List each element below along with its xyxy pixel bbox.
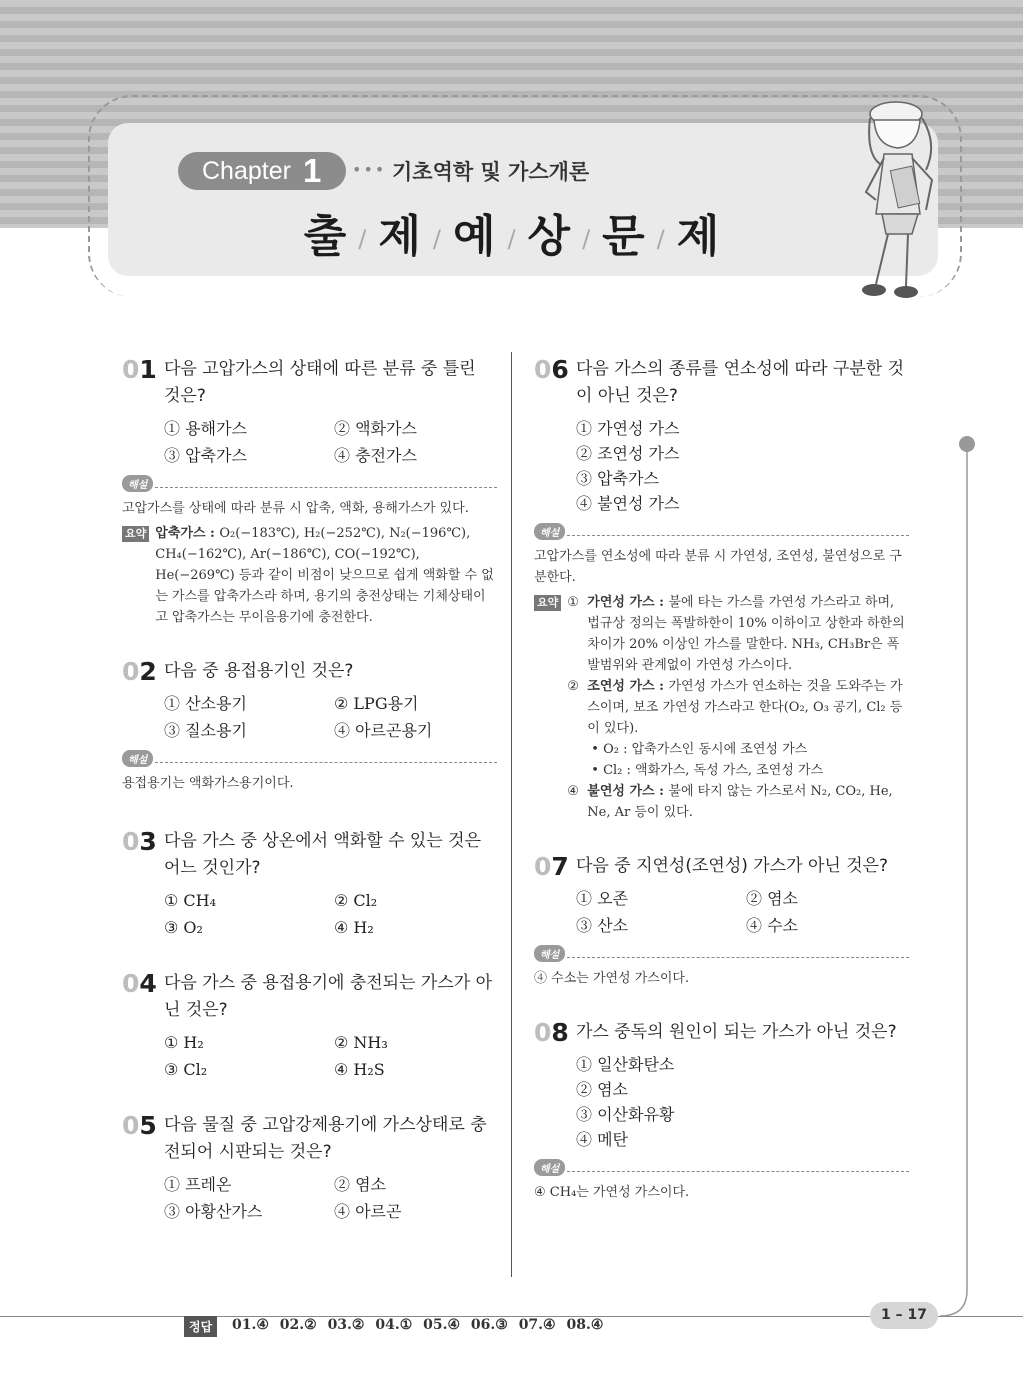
question-text: 다음 중 지연성(조연성) 가스가 아닌 것은? <box>576 856 889 876</box>
option-4[interactable]: ④ 아르곤 <box>334 1202 402 1221</box>
option-1[interactable]: ① 산소용기 <box>164 694 247 713</box>
option-3[interactable]: ③ 질소용기 <box>164 721 247 740</box>
explanation-header <box>534 944 909 962</box>
question-number: 03 <box>122 827 157 856</box>
option-2[interactable]: ② Cl₂ <box>334 891 378 910</box>
question-04 <box>122 970 497 1082</box>
option-1[interactable]: ① H₂ <box>164 1033 204 1052</box>
page-number: 1 – 17 <box>870 1302 938 1329</box>
option-2[interactable]: ② 염소 <box>576 1080 628 1099</box>
explanation-text: 고압가스를 상태에 따라 분류 시 압축, 액화, 용해가스가 있다. <box>122 501 469 516</box>
option-2[interactable]: ② 염소 <box>746 889 798 908</box>
question-03 <box>122 828 497 940</box>
explanation-header <box>122 749 497 767</box>
explanation-text: ④ 수소는 가연성 가스이다. <box>534 971 690 986</box>
question-text: 다음 고압가스의 상태에 따른 분류 중 틀린 것은? <box>164 359 476 406</box>
option-4[interactable]: ④ 메탄 <box>576 1130 628 1149</box>
option-4[interactable]: ④ 불연성 가스 <box>576 494 680 513</box>
chapter-number: 1 <box>302 152 322 189</box>
title-char: 문 <box>602 211 645 262</box>
question-06 <box>534 356 909 823</box>
question-text: 다음 가스의 종류를 연소성에 따라 구분한 것이 아닌 것은? <box>576 359 905 406</box>
title-char: 제 <box>676 211 720 262</box>
question-text: 다음 물질 중 고압강제용기에 가스상태로 충전되어 시판되는 것은? <box>164 1115 487 1162</box>
summary-title: 압축가스 : <box>155 526 220 541</box>
question-text: 가스 중독의 원인이 되는 가스가 아닌 것은? <box>576 1022 897 1042</box>
summary-title: 가연성 가스 : <box>587 595 669 610</box>
option-4[interactable]: ④ H₂S <box>334 1060 385 1079</box>
option-2[interactable]: ② LPG용기 <box>334 694 419 713</box>
summary-title: 불연성 가스 : <box>587 784 669 799</box>
option-4[interactable]: ④ 수소 <box>746 916 798 935</box>
title-slash: / <box>358 225 367 253</box>
option-3[interactable]: ③ 산소 <box>576 916 628 935</box>
explanation-header <box>534 1158 909 1176</box>
explanation-text: 고압가스를 연소성에 따라 분류 시 가연성, 조연성, 불연성으로 구분한다. <box>534 549 902 585</box>
summary-bullet: • O₂ : 압축가스인 동시에 조연성 가스 <box>591 742 808 757</box>
title-slash: / <box>507 225 516 253</box>
option-1[interactable]: ① 오존 <box>576 889 628 908</box>
answer-label: 정답 <box>184 1316 217 1337</box>
option-3[interactable]: ③ Cl₂ <box>164 1060 208 1079</box>
question-text: 다음 가스 중 용접용기에 충전되는 가스가 아닌 것은? <box>164 973 493 1020</box>
chapter-word: Chapter <box>202 156 291 185</box>
leaf-icon: 해설 <box>534 1159 565 1176</box>
title-slash: / <box>656 225 665 253</box>
title-char: 제 <box>378 211 421 262</box>
question-02 <box>122 658 497 794</box>
explanation-header <box>122 474 497 492</box>
option-3[interactable]: ③ 압축가스 <box>576 469 659 488</box>
leaf-icon: 해설 <box>122 475 153 492</box>
question-number: 07 <box>534 852 569 881</box>
question-number: 02 <box>122 657 157 686</box>
option-3[interactable]: ③ 압축가스 <box>164 446 247 465</box>
title-char: 상 <box>527 211 571 262</box>
summary-text: 불에 타는 가스를 가연성 가스라고 하며, 법규상 정의는 폭발하한이 10% 이하이고 상한과 하한의 차이가 20% 이상인 가스를 말한다. NH₃, CH₃Br은 폭발범위와 관계없이 가연성 가스이다. <box>587 595 905 673</box>
option-1[interactable]: ① 용해가스 <box>164 419 247 438</box>
chapter-pill <box>178 152 346 190</box>
option-1[interactable]: ① 일산화탄소 <box>576 1055 675 1074</box>
question-08 <box>534 1019 909 1203</box>
option-2[interactable]: ② 조연성 가스 <box>576 444 680 463</box>
option-4[interactable]: ④ 아르곤용기 <box>334 721 433 740</box>
right-column <box>534 356 909 1225</box>
leaf-icon: 해설 <box>534 523 565 540</box>
option-4[interactable]: ④ 충전가스 <box>334 446 417 465</box>
title-char: 출 <box>303 211 347 262</box>
question-text: 다음 중 용접용기인 것은? <box>164 661 354 681</box>
question-number: 08 <box>534 1018 569 1047</box>
column-divider <box>511 352 512 1277</box>
option-1[interactable]: ① CH₄ <box>164 891 217 910</box>
question-number: 04 <box>122 969 157 998</box>
question-number: 01 <box>122 355 157 384</box>
leaf-icon: 해설 <box>534 945 565 962</box>
summary-label: 요약 <box>122 526 149 542</box>
explanation-header <box>534 522 909 540</box>
explanation-text: ④ CH₄는 가연성 가스이다. <box>534 1185 690 1200</box>
question-number: 05 <box>122 1111 157 1140</box>
summary-text: 불에 타지 않는 가스로서 N₂, CO₂, He, Ne, Ar 등이 있다. <box>587 784 893 820</box>
question-07 <box>534 853 909 989</box>
summary-block: 요약 ① 가연성 가스 : 불에 타는 가스를 가연성 가스라고 하며, 법규상 정의는 폭발하한이 10% 이하이고 상한과 하한의 차이가 20% 이상인 가스를 말한다. NH₃, CH₃Br은 폭발범위와 관계없이 가연성 가스이다. ② 조연성 가스 : 가연성 가스가 연소하는 것을 도와주는 가스이며, 보조 가연성 가스라고 한다(O₂, O₃ 공기, Cl₂ 등이 있다). • O₂ : 압축가스인 동시에 조연성 가스 • Cl₂ : 액화가스, 독성 가스, 조연성 가스 ④ 불연성 가스 : 불에 타지 않는 가스로서 N₂, CO₂, He, Ne, Ar 등이 있다. <box>534 592 909 823</box>
question-05 <box>122 1112 497 1224</box>
summary-text: 가연성 가스가 연소하는 것을 도와주는 가스이며, 보조 가연성 가스라고 한다(O₂, O₃ 공기, Cl₂ 등이 있다). <box>587 679 903 736</box>
chapter-title: 기초역학 및 가스개론 <box>392 160 590 184</box>
option-2[interactable]: ② 염소 <box>334 1175 386 1194</box>
title-slash: / <box>432 225 441 253</box>
answer-key: 01.④ 02.② 03.② 04.① 05.④ 06.③ 07.④ 08.④ <box>232 1317 604 1333</box>
left-column <box>122 356 497 1246</box>
question-number: 06 <box>534 355 569 384</box>
question-01 <box>122 356 497 628</box>
mascot-illustration <box>846 84 956 306</box>
summary-title: 조연성 가스 : <box>587 679 669 694</box>
option-2[interactable]: ② NH₃ <box>334 1033 388 1052</box>
option-1[interactable]: ① 가연성 가스 <box>576 419 680 438</box>
explanation-text: 용접용기는 액화가스용기이다. <box>122 776 294 791</box>
option-1[interactable]: ① 프레온 <box>164 1175 232 1194</box>
summary-block <box>122 523 497 628</box>
question-text: 다음 가스 중 상온에서 액화할 수 있는 것은 어느 것인가? <box>164 831 482 878</box>
option-3[interactable]: ③ 이산화유황 <box>576 1105 675 1124</box>
chapter-dots: ••• <box>352 160 387 179</box>
option-4[interactable]: ④ H₂ <box>334 918 374 937</box>
title-char: 예 <box>452 211 496 262</box>
option-3[interactable]: ③ 아황산가스 <box>164 1202 263 1221</box>
summary-label: 요약 <box>534 595 561 611</box>
summary-text: O₂(−183℃), H₂(−252℃), N₂(−196℃), CH₄(−162℃), Ar(−186℃), CO(−192℃), He(−269℃) 등과 같이 비점이 낮으므로 쉽게 액화할 수 없는 가스를 압축가스라 하며, 용기의 충전상태는 기체상태이고 압축가스는 무이음용기에 충전한다. <box>155 526 494 625</box>
title-slash: / <box>582 225 591 253</box>
leaf-icon: 해설 <box>122 750 153 767</box>
option-2[interactable]: ② 액화가스 <box>334 419 417 438</box>
option-3[interactable]: ③ O₂ <box>164 918 203 937</box>
margin-curve <box>940 440 970 1320</box>
summary-bullet: • Cl₂ : 액화가스, 독성 가스, 조연성 가스 <box>591 763 824 778</box>
